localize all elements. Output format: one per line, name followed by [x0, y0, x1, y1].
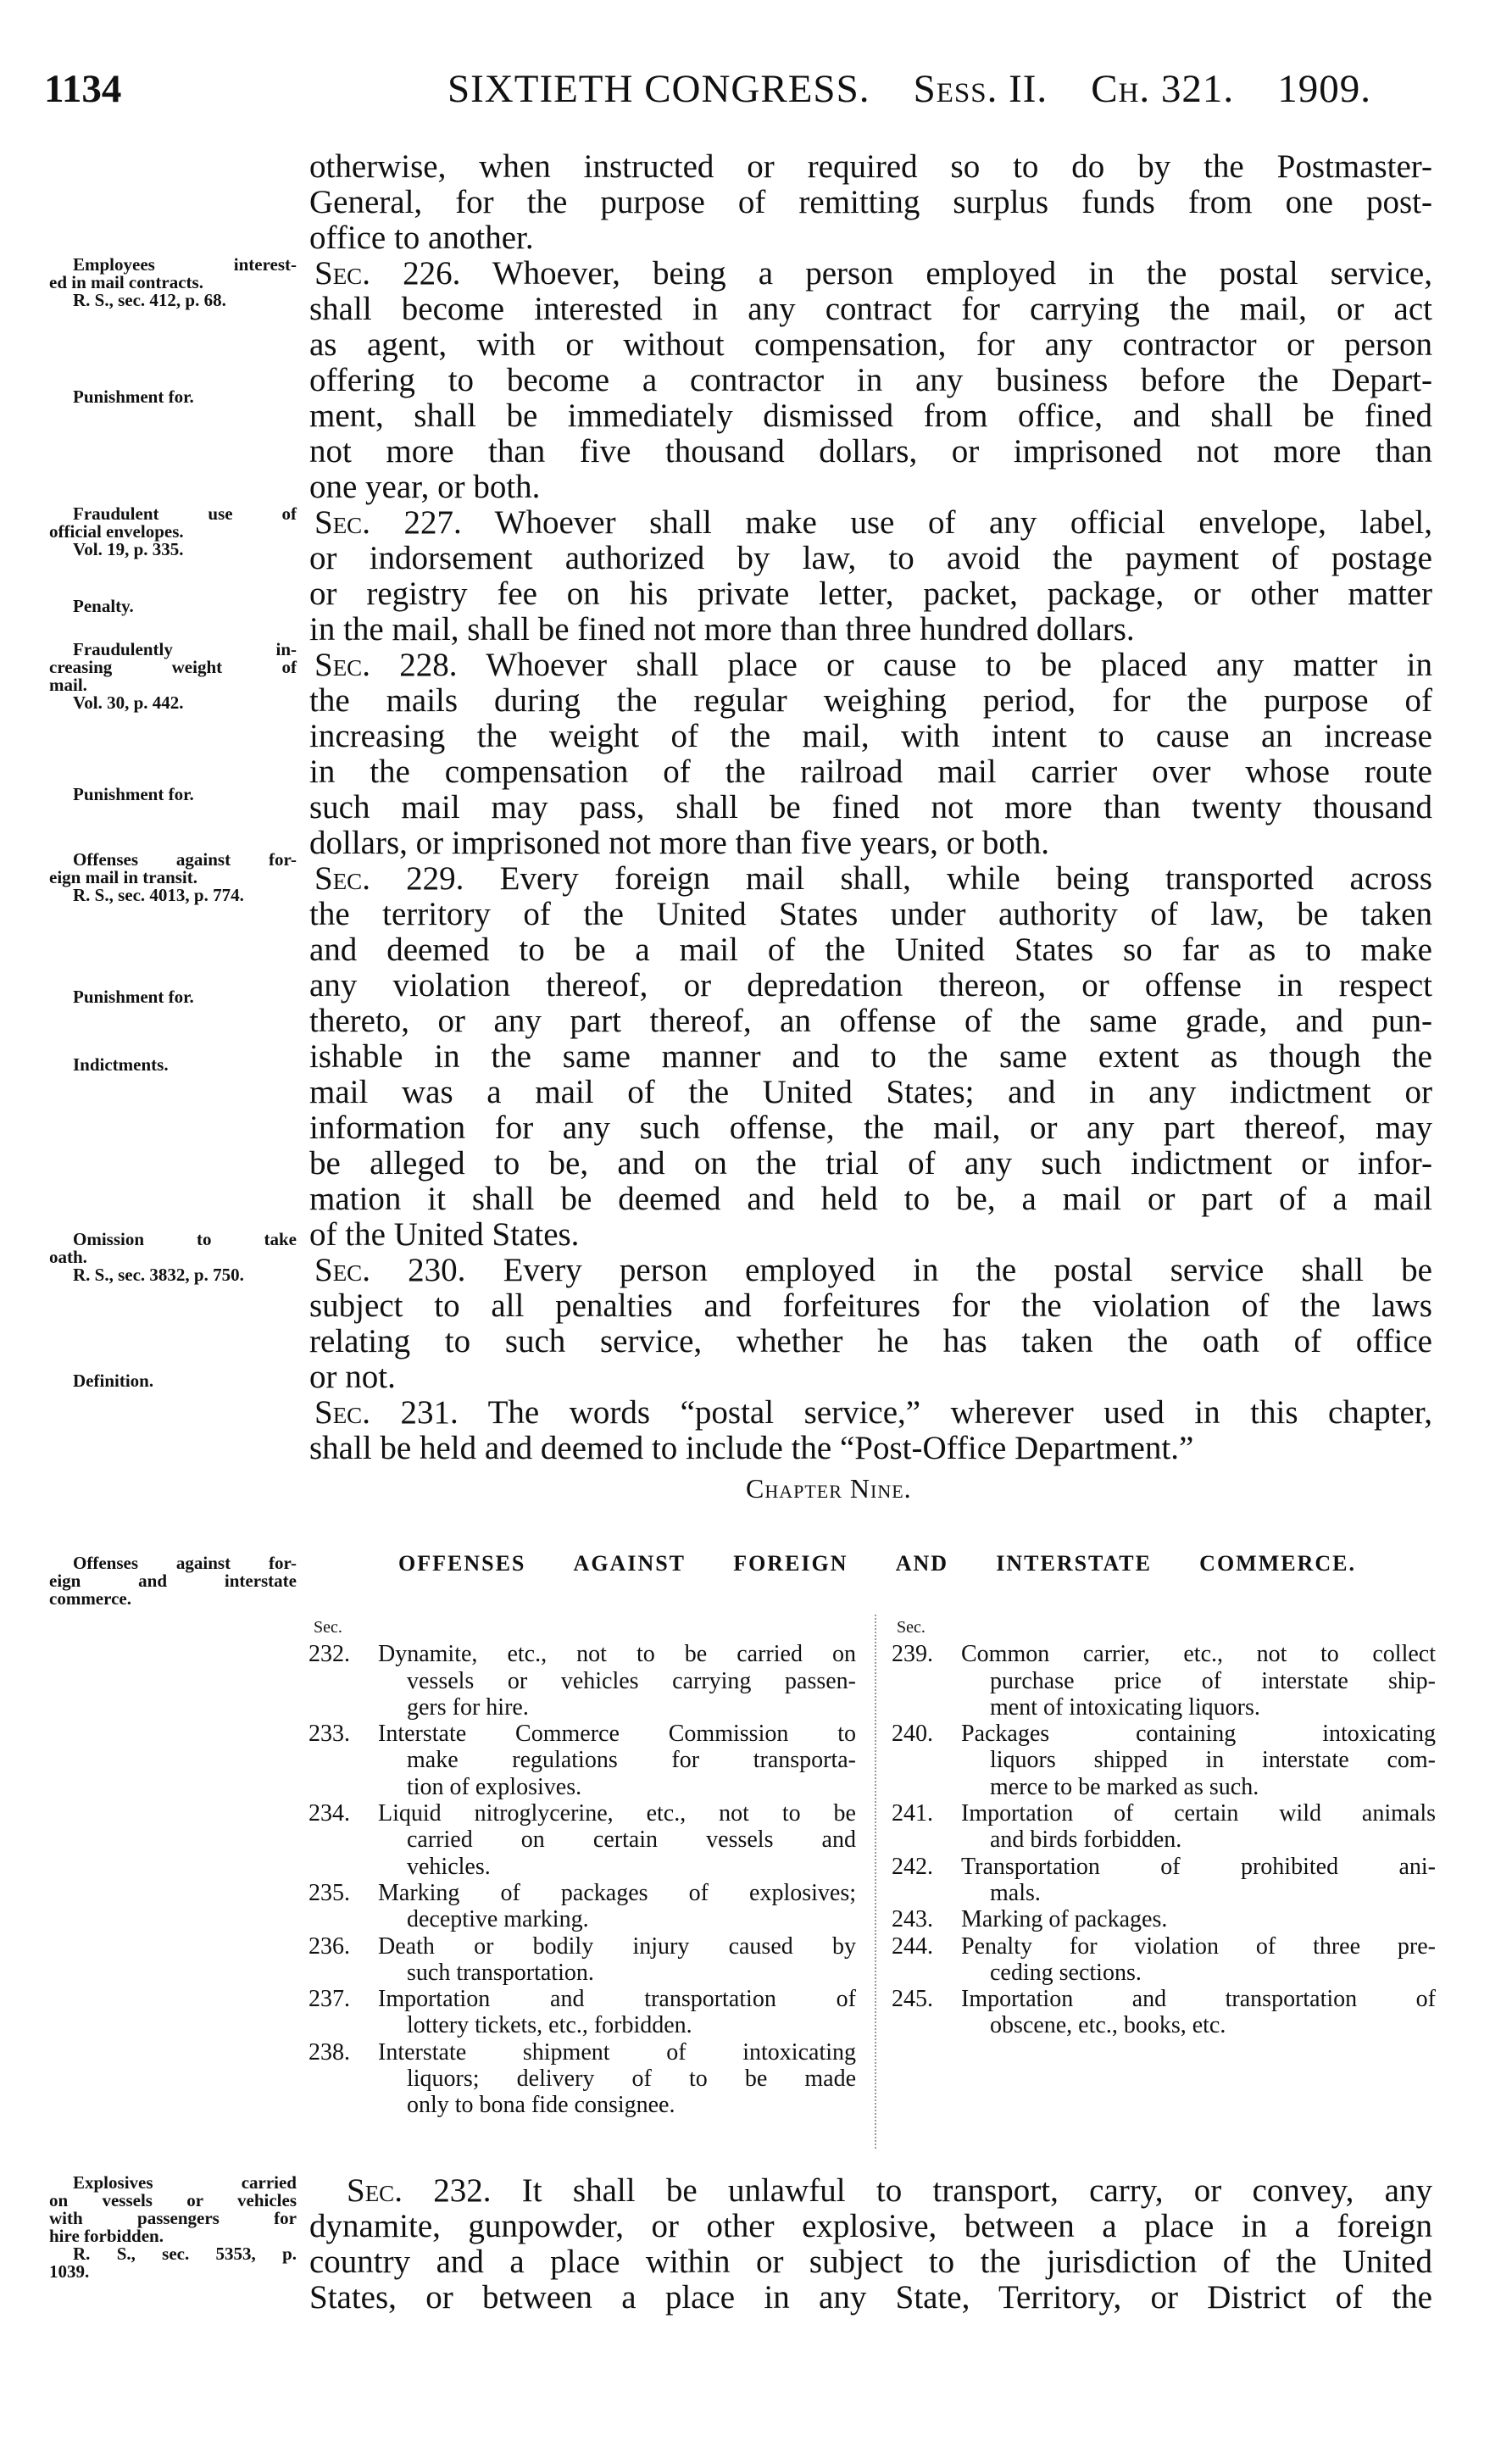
- text-line: relating to such service, whether he has taken the oath of office: [309, 1323, 1432, 1360]
- margin-note-line: Penalty.: [73, 596, 134, 616]
- margin-note-line: creasing weight of: [49, 657, 297, 677]
- text-line: General, for the purpose of remitting surplus funds from one post-: [309, 184, 1432, 220]
- margin-note: [49, 641, 297, 712]
- toc-section-number: 241.: [892, 1800, 933, 1827]
- toc-line: vessels or vehicles carrying passen-: [407, 1667, 856, 1694]
- margin-note-line: R. S., sec. 412, p. 68.: [73, 290, 226, 310]
- text-line: as agent, with or without compensation, for any contractor or person: [309, 326, 1432, 363]
- toc-sec-label: Sec.: [897, 1618, 926, 1637]
- text-line: one year, or both.: [309, 469, 541, 505]
- section-paragraph: [309, 1253, 1432, 1395]
- toc-section-number: 237.: [309, 1986, 350, 2013]
- text-line: offering to become a contractor in any business before the Depart-: [309, 362, 1432, 398]
- text-line: or registry fee on his private letter, packet, package, or other matter: [309, 575, 1432, 612]
- toc-line: make regulations for transporta-: [407, 1747, 856, 1774]
- text-line: subject to all penalties and forfeitures for the violation of the laws: [309, 1287, 1432, 1324]
- margin-note: [49, 388, 297, 406]
- toc-line: mals.: [990, 1879, 1041, 1906]
- text-line: in the mail, shall be fined not more than three hundred dollars.: [309, 611, 1135, 648]
- toc-section-number: 233.: [309, 1721, 350, 1748]
- text-line: thereto, or any part thereof, an offense of the same grade, and pun-: [309, 1003, 1432, 1039]
- text-line: shall be held and deemed to include the “Post-Office Department.”: [309, 1430, 1194, 1466]
- toc-entry-text: [961, 1986, 1436, 2039]
- margin-note: [49, 988, 297, 1006]
- text-line: Sec. 228. Whoever shall place or cause to be placed any matter in: [314, 647, 1432, 683]
- margin-note-line: on vessels or vehicles: [49, 2190, 297, 2210]
- margin-note-line: R. S., sec. 3832, p. 750.: [73, 1265, 244, 1285]
- section-232-text: [309, 2173, 1432, 2316]
- text-line: shall become interested in any contract for carrying the mail, or act: [309, 291, 1432, 327]
- chapter-heading: Chapter Nine.: [746, 1473, 912, 1504]
- margin-note-line: oath.: [49, 1247, 87, 1267]
- toc-section-number: 238.: [309, 2038, 350, 2066]
- text-line: of the United States.: [309, 1216, 580, 1253]
- text-line: such mail may pass, shall be fined not more than twenty thousand: [309, 789, 1432, 826]
- margin-note: [49, 1231, 297, 1284]
- section-paragraph: [309, 861, 1432, 1253]
- toc-line: vehicles.: [407, 1853, 491, 1880]
- toc-entry: [309, 1933, 856, 1987]
- text-line: increasing the weight of the mail, with intent to cause an increase: [309, 718, 1432, 754]
- chapter-title-word: INTERSTATE: [996, 1551, 1152, 1576]
- toc-entry-text: [961, 1800, 1436, 1854]
- margin-note: [49, 2174, 297, 2281]
- section-number: Sec. 230.: [314, 1252, 466, 1288]
- toc-line: Marking of packages of explosives;: [378, 1879, 856, 1906]
- section-paragraph: [309, 1395, 1432, 1466]
- toc-line: obscene, etc., books, etc.: [990, 2012, 1226, 2039]
- toc-line: merce to be marked as such.: [990, 1773, 1259, 1800]
- chapter-title-word: OFFENSES: [398, 1551, 526, 1576]
- toc-line: Packages containing intoxicating: [961, 1721, 1436, 1748]
- toc-line: Liquid nitroglycerine, etc., not to be: [378, 1800, 856, 1827]
- toc-line: Common carrier, etc., not to collect: [961, 1641, 1436, 1668]
- toc-section-number: 235.: [309, 1879, 350, 1906]
- chapter-title-word: FOREIGN: [733, 1551, 848, 1576]
- toc-entry: [309, 2039, 856, 2119]
- margin-note-line: Punishment for.: [73, 987, 194, 1007]
- congress: SIXTIETH CONGRESS.: [447, 67, 870, 111]
- toc-line: gers for hire.: [407, 1693, 529, 1721]
- text-line: States, or between a place in any State, Territory, or District of the: [309, 2279, 1432, 2316]
- toc-section-number: 232.: [309, 1641, 350, 1668]
- margin-note-line: eign mail in transit.: [49, 867, 198, 887]
- margin-note-line: Omission to take: [73, 1229, 297, 1249]
- toc-entry-text: [378, 1641, 856, 1721]
- text-line: mail was a mail of the United States; and in any indictment or: [309, 1074, 1432, 1110]
- toc-section-number: 243.: [892, 1906, 933, 1933]
- column-divider: [875, 1615, 876, 2149]
- toc-line: Marking of packages.: [961, 1906, 1168, 1933]
- toc-line: Death or bodily injury caused by: [378, 1932, 856, 1960]
- toc-entry: [892, 1906, 1436, 1932]
- text-line: not more than five thousand dollars, or imprisoned not more than: [309, 433, 1432, 470]
- toc-entry: [892, 1854, 1436, 1907]
- chapter-title-word: AND: [895, 1551, 949, 1576]
- toc-entry: [892, 1721, 1436, 1800]
- toc-section-number: 242.: [892, 1853, 933, 1880]
- margin-note-line: Indictments.: [73, 1054, 169, 1075]
- toc-entry: [892, 1641, 1436, 1721]
- toc-line: deceptive marking.: [407, 1906, 589, 1933]
- toc-line: lottery tickets, etc., forbidden.: [407, 2012, 692, 2039]
- toc-entry: [892, 1933, 1436, 1987]
- year: 1909.: [1277, 67, 1371, 111]
- toc-line: Importation and transportation of: [378, 1986, 856, 2013]
- section-number: Sec. 232.: [347, 2172, 492, 2209]
- toc-entry-text: [961, 1933, 1436, 1987]
- toc-entry-text: [378, 1933, 856, 1987]
- section-paragraph: [309, 256, 1432, 505]
- toc-line: liquors; delivery of to be made: [407, 2066, 856, 2093]
- margin-note-line: eign and interstate: [49, 1571, 297, 1591]
- toc-entry-text: [961, 1854, 1436, 1907]
- text-line: office to another.: [309, 220, 534, 256]
- margin-note-line: R. S., sec. 4013, p. 774.: [73, 885, 244, 905]
- text-line: Sec. 229. Every foreign mail shall, while being transported across: [314, 860, 1432, 897]
- chapter-title: [398, 1551, 1356, 1576]
- text-line: country and a place within or subject to the jurisdiction of the United: [309, 2244, 1432, 2280]
- section-number: Sec. 229.: [314, 860, 464, 897]
- margin-note-line: Vol. 19, p. 335.: [73, 539, 184, 559]
- toc-sec-label: Sec.: [314, 1618, 342, 1637]
- text-line: the mails during the regular weighing period, for the purpose of: [309, 682, 1432, 719]
- toc-line: Importation and transportation of: [961, 1986, 1436, 2013]
- text-line: in the compensation of the railroad mail carrier over whose route: [309, 753, 1432, 790]
- text-line: Sec. 226. Whoever, being a person employed in the postal service,: [314, 255, 1432, 292]
- margin-note: [49, 1554, 297, 1608]
- toc-line: such transportation.: [407, 1959, 594, 1986]
- section-number: Sec. 228.: [314, 647, 458, 683]
- text-line: Sec. 227. Whoever shall make use of any official envelope, label,: [314, 504, 1432, 541]
- toc-right-column: [892, 1615, 1436, 2039]
- toc-line: purchase price of interstate ship-: [990, 1667, 1436, 1694]
- text-line: Sec. 230. Every person employed in the postal service shall be: [314, 1252, 1432, 1288]
- text-line: and deemed to be a mail of the United States so far as to make: [309, 931, 1432, 968]
- margin-note-line: ed in mail contracts.: [49, 272, 203, 292]
- margin-note: [49, 1372, 297, 1390]
- toc-line: Transportation of prohibited ani-: [961, 1853, 1436, 1880]
- margin-note-line: 1039.: [49, 2261, 90, 2282]
- margin-note-line: Vol. 30, p. 442.: [73, 692, 184, 713]
- text-line: dynamite, gunpowder, or other explosive, between a place in a foreign: [309, 2208, 1432, 2244]
- toc-section-number: 236.: [309, 1932, 350, 1960]
- toc-line: tion of explosives.: [407, 1773, 582, 1800]
- margin-note: [49, 598, 297, 615]
- toc-entry: [309, 1641, 856, 1721]
- toc-entry: [309, 1721, 856, 1800]
- margin-note: [49, 1056, 297, 1074]
- page-header: [0, 66, 1512, 114]
- toc-left-column: [309, 1615, 856, 2119]
- margin-note-line: Employees interest-: [73, 254, 297, 275]
- toc-section-number: 234.: [309, 1800, 350, 1827]
- margin-note-line: Fraudulent use of: [73, 503, 297, 524]
- toc-line: only to bona fide consignee.: [407, 2092, 675, 2119]
- body-text: [309, 149, 1432, 1466]
- toc-entry-text: [378, 1880, 856, 1933]
- toc-line: Dynamite, etc., not to be carried on: [378, 1641, 856, 1668]
- toc-entry-text: [961, 1721, 1436, 1800]
- text-line: otherwise, when instructed or required so to do by the Postmaster-: [309, 148, 1432, 185]
- text-line: be alleged to be, and on the trial of any such indictment or infor-: [309, 1145, 1432, 1182]
- margin-note-line: Fraudulently in-: [73, 639, 297, 659]
- margin-note-line: Explosives carried: [73, 2172, 297, 2193]
- toc-line: ceding sections.: [990, 1959, 1142, 1986]
- text-line: any violation thereof, or depredation thereon, or offense in respect: [309, 967, 1432, 1004]
- toc-line: ment of intoxicating liquors.: [990, 1693, 1260, 1721]
- toc-line: and birds forbidden.: [990, 1827, 1182, 1854]
- toc-line: carried on certain vessels and: [407, 1827, 856, 1854]
- margin-note-line: commerce.: [49, 1588, 131, 1609]
- section-number: Sec. 226.: [314, 255, 461, 292]
- toc-entry-text: [378, 1986, 856, 2039]
- session: Sess. II.: [913, 67, 1048, 111]
- toc-section-number: 240.: [892, 1721, 933, 1748]
- toc-entry-text: [378, 1721, 856, 1800]
- margin-note: [49, 851, 297, 904]
- toc-section-number: 245.: [892, 1986, 933, 2013]
- chapter-title-word: COMMERCE.: [1199, 1551, 1356, 1576]
- margin-note-line: R. S., sec. 5353, p.: [73, 2244, 297, 2264]
- section-number: Sec. 231.: [314, 1394, 459, 1431]
- toc-line: Interstate shipment of intoxicating: [378, 2038, 856, 2066]
- margin-note-line: Punishment for.: [73, 784, 194, 804]
- text-line: Sec. 232. It shall be unlawful to transport, carry, or convey, any: [347, 2172, 1432, 2209]
- running-head: [447, 66, 1371, 112]
- text-line: Sec. 231. The words “postal service,” wherever used in this chapter,: [314, 1394, 1432, 1431]
- text-line: or indorsement authorized by law, to avoid the payment of postage: [309, 540, 1432, 576]
- margin-note-line: hire forbidden.: [49, 2226, 164, 2246]
- toc-entry: [309, 1800, 856, 1880]
- text-line: information for any such offense, the mail, or any part thereof, may: [309, 1109, 1432, 1146]
- chapter-title-word: AGAINST: [573, 1551, 687, 1576]
- margin-note: [49, 256, 297, 309]
- margin-note-line: Offenses against for-: [73, 849, 297, 870]
- section-paragraph: [309, 648, 1432, 861]
- margin-note-line: with passengers for: [49, 2208, 297, 2228]
- text-line: mation it shall be deemed and held to be, a mail or part of a mail: [309, 1181, 1432, 1217]
- toc-line: Penalty for violation of three pre-: [961, 1932, 1436, 1960]
- toc-entry-text: [378, 1800, 856, 1880]
- toc-entry: [892, 1800, 1436, 1854]
- toc-line: Interstate Commerce Commission to: [378, 1721, 856, 1748]
- margin-note-line: Definition.: [73, 1371, 154, 1391]
- margin-note-line: Punishment for.: [73, 386, 194, 407]
- toc-entry-text: [378, 2039, 856, 2119]
- margin-note: [49, 786, 297, 803]
- toc-entry: [309, 1986, 856, 2039]
- section-paragraph: [309, 505, 1432, 648]
- section-number: Sec. 227.: [314, 504, 462, 541]
- text-line: dollars, or imprisoned not more than five years, or both.: [309, 825, 1049, 861]
- chapter-ref: Ch. 321.: [1091, 67, 1235, 111]
- section-paragraph: [309, 149, 1432, 256]
- text-line: ment, shall be immediately dismissed from office, and shall be fined: [309, 398, 1432, 434]
- margin-note-line: Offenses against for-: [73, 1553, 297, 1573]
- margin-note: [49, 505, 297, 559]
- toc-entry-text: [961, 1641, 1436, 1721]
- toc-line: Importation of certain wild animals: [961, 1800, 1436, 1827]
- toc-section-number: 239.: [892, 1641, 933, 1668]
- toc-entry-text: [961, 1906, 1436, 1932]
- text-line: the territory of the United States under authority of law, be taken: [309, 896, 1432, 932]
- toc-entry: [309, 1880, 856, 1933]
- page-number: 1134: [44, 67, 122, 111]
- margin-note-line: official envelopes.: [49, 521, 184, 542]
- text-line: or not.: [309, 1359, 396, 1395]
- toc-section-number: 244.: [892, 1932, 933, 1960]
- margin-note-line: mail.: [49, 675, 87, 695]
- text-line: ishable in the same manner and to the same extent as though the: [309, 1038, 1432, 1075]
- toc-line: liquors shipped in interstate com-: [990, 1747, 1436, 1774]
- toc-entry: [892, 1986, 1436, 2039]
